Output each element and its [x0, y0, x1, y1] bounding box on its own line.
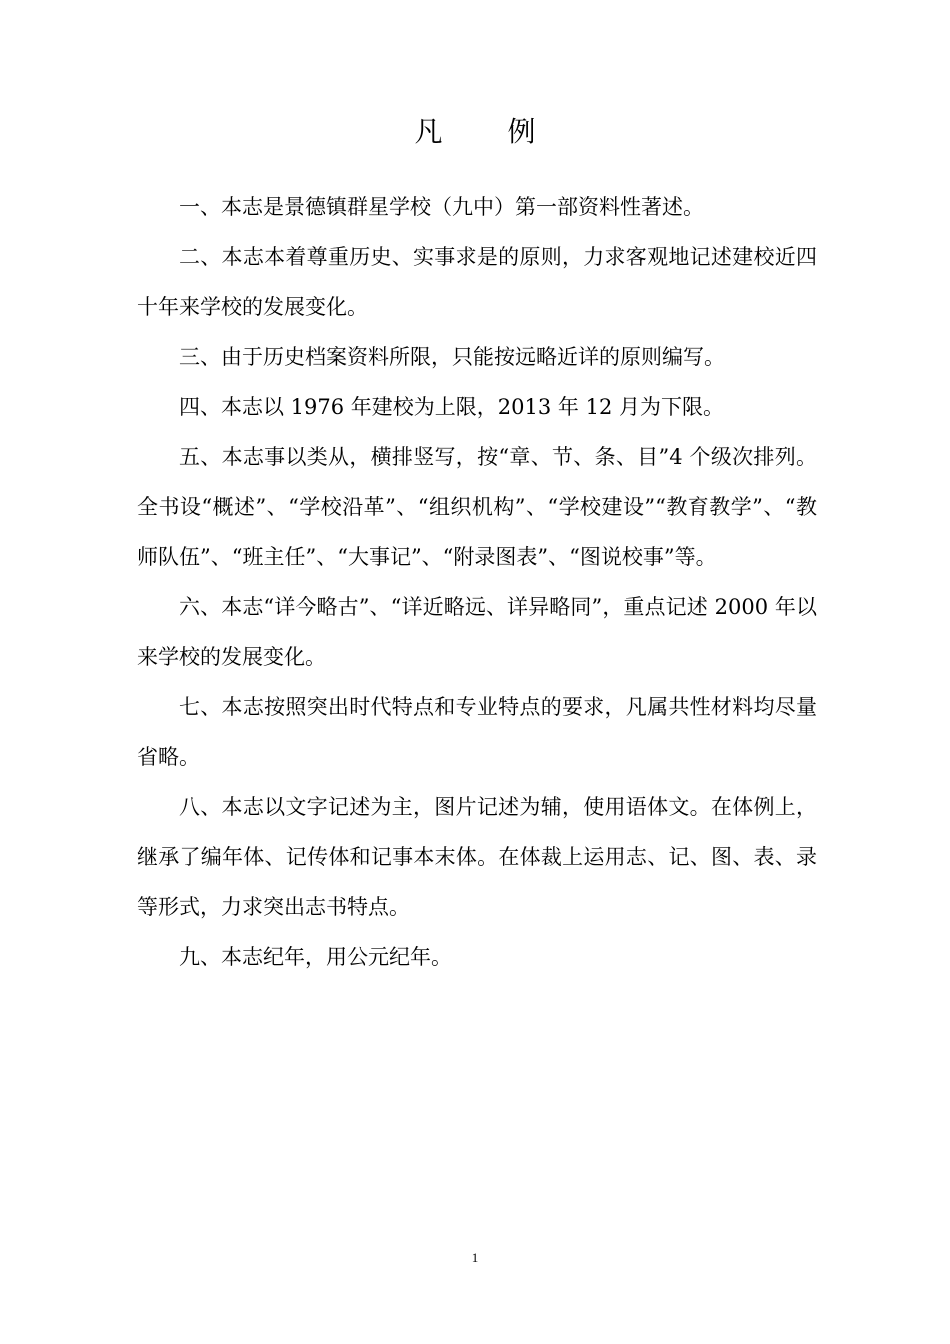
paragraph-4: 四、本志以 1976 年建校为上限，2013 年 12 月为下限。 — [179, 395, 724, 419]
paragraph-8: 八、本志以文字记述为主，图片记述为辅，使用语体文。在体例上，继承了编年体、记传体和记事本末体。在体裁上运用志、记、图、表、录等形式，力求突出志书特点。 — [137, 795, 817, 919]
paragraph-9: 九、本志纪年，用公元纪年。 — [179, 945, 452, 969]
paragraph-1: 一、本志是景德镇群星学校（九中）第一部资料性著述。 — [179, 195, 704, 219]
document-body — [137, 182, 817, 982]
paragraph-3: 三、由于历史档案资料所限，只能按远略近详的原则编写。 — [179, 345, 725, 369]
paragraph-7: 七、本志按照突出时代特点和专业特点的要求，凡属共性材料均尽量省略。 — [137, 695, 817, 769]
paragraph-2: 二、本志本着尊重历史、实事求是的原则，力求客观地记述建校近四十年来学校的发展变化。 — [137, 245, 817, 319]
paragraph-6: 六、本志“详今略古”、“详近略远、详异略同”，重点记述 2000 年以来学校的发展变化。 — [137, 595, 817, 669]
paragraph-5: 五、本志事以类从，横排竖写，按“章、节、条、目”4 个级次排列。全书设“概述”、“学校沿革”、“组织机构”、“学校建设”“教育教学”、“教师队伍”、“班主任”、“大事记”、“附录图表”、“图说校事”等。 — [137, 445, 817, 569]
page-title: 凡 例 — [414, 115, 564, 148]
page-number: 1 — [471, 1250, 479, 1265]
